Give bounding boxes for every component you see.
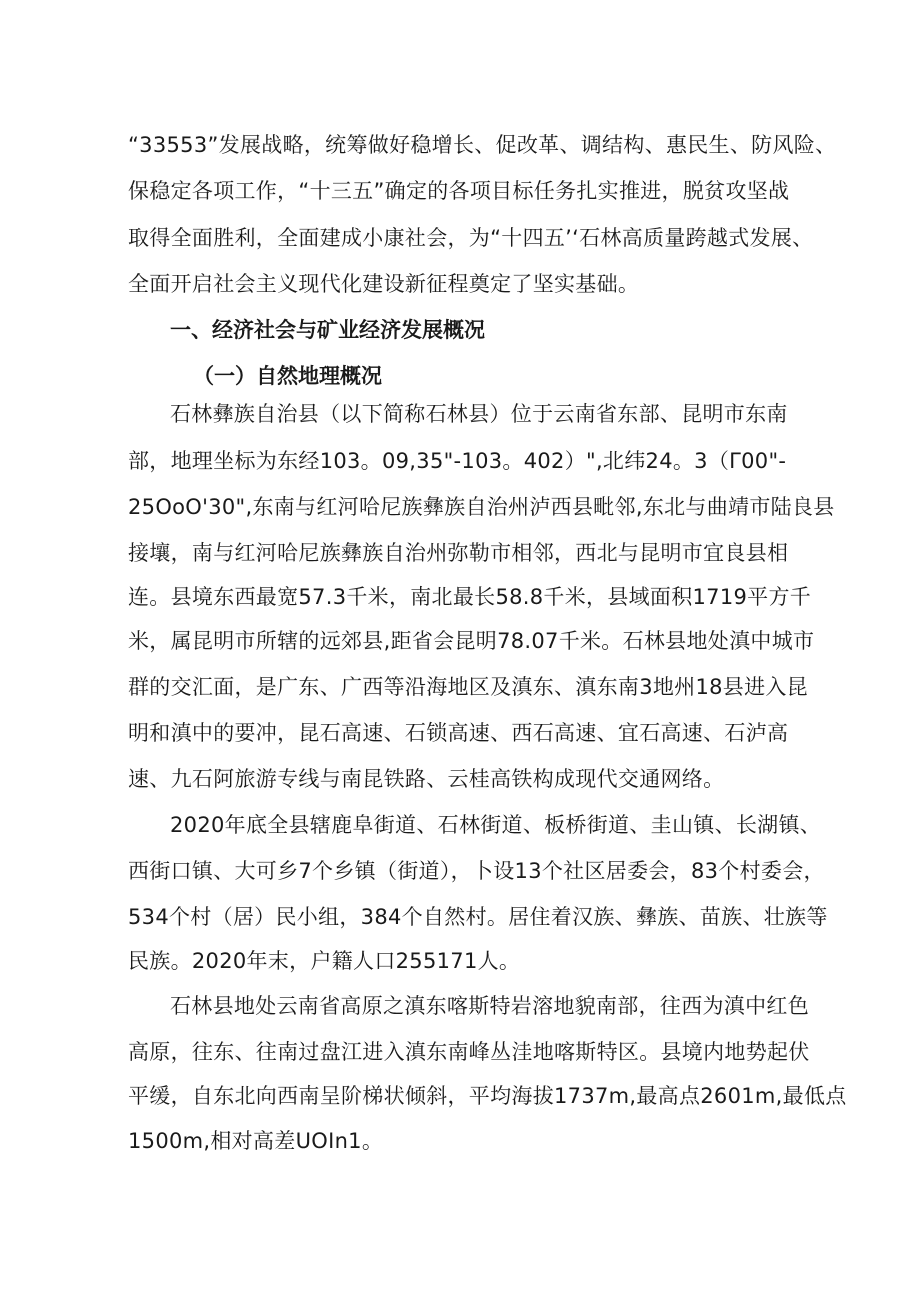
paragraph-line: 534个村（居）民小组，384个自然村。居住着汉族、彝族、苗族、壮族等 xyxy=(128,905,828,929)
paragraph-line: 速、九石阿旅游专线与南昆铁路、云桂高铁构成现代交通网络。 xyxy=(128,767,725,791)
subsection-heading: （一）自然地理概况 xyxy=(193,364,382,388)
paragraph-line: 连。县境东西最宽57.3千米，南北最长58.8千米，县域面积1719平方千 xyxy=(128,585,812,609)
paragraph-line: 石林彝族自治县（以下简称石林县）位于云南省东部、昆明市东南 xyxy=(170,402,788,426)
paragraph-line: 西街口镇、大可乡7个乡镇（街道），卜设13个社区居委会，83个村委会， xyxy=(128,859,825,883)
section-heading: 一、经济社会与矿业经济发展概况 xyxy=(170,318,485,342)
intro-line: 保稳定各项工作，“十三五”确定的各项目标任务扎实推进，脱贫攻坚战 xyxy=(128,179,790,203)
paragraph-line: 高原，往东、往南过盘江进入滇东南峰丛洼地喀斯特区。县境内地势起伏 xyxy=(128,1040,810,1064)
paragraph-line: 部，地理坐标为东经103。09,35"-103。402）",北纬24。3（Γ00"- xyxy=(128,449,787,473)
paragraph-line: 明和滇中的要冲，昆石高速、石锁高速、西石高速、宜石高速、石泸高 xyxy=(128,721,789,745)
paragraph-line: 石林县地处云南省高原之滇东喀斯特岩溶地貌南部，往西为滇中红色 xyxy=(170,994,809,1018)
intro-line: 取得全面胜利，全面建成小康社会，为“十四五’‘石林高质量跨越式发展、 xyxy=(128,226,814,250)
paragraph-line: 1500m,相对高差UOIn1。 xyxy=(128,1129,384,1153)
paragraph-line: 平缓，自东北向西南呈阶梯状倾斜，平均海拔1737m,最高点2601m,最低点 xyxy=(128,1084,847,1108)
paragraph-line: 民族。2020年末，户籍人口255171人。 xyxy=(128,949,521,973)
paragraph-line: 2020年底全县辖鹿阜街道、石林街道、板桥街道、圭山镇、长湖镇、 xyxy=(170,813,822,837)
intro-line: 全面开启社会主义现代化建设新征程奠定了坚实基础。 xyxy=(128,272,640,296)
paragraph-line: 米，属昆明市所辖的远郊县,距省会昆明78.07千米。石林县地处滇中城市 xyxy=(128,629,815,653)
paragraph-line: 接壤，南与红河哈尼族彝族自治州弥勒市相邻，西北与昆明市宜良县相 xyxy=(128,541,789,565)
paragraph-line: 群的交汇面，是广东、广西等沿海地区及滇东、滇东南3地州18县进入昆 xyxy=(128,675,808,699)
paragraph-line: 25OoO'30",东南与红河哈尼族彝族自治州泸西县毗邻,东北与曲靖市陆良县 xyxy=(128,495,835,519)
intro-line: “33553”发展战略，统筹做好稳增长、促改革、调结构、惠民生、防风险、 xyxy=(128,133,837,157)
